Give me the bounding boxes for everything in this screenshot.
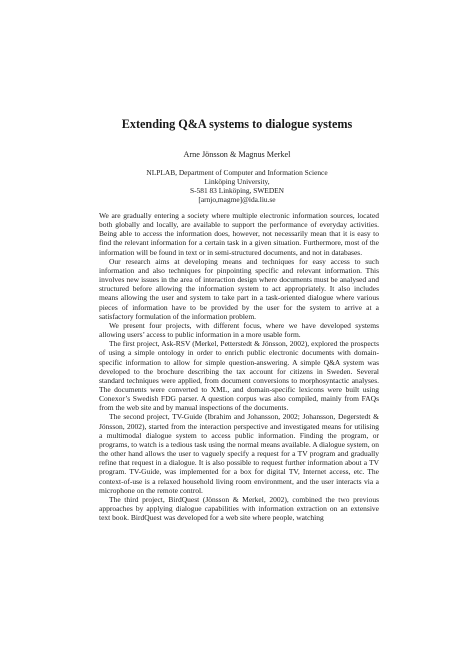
paragraph-ask-rsv: The first project, Ask-RSV (Merkel, Petterstedt & Jönsson, 2002), explored the prospects of using a simple ontology in order to enrich public electronic documents with domain-specific information to allow for simple question-answering. A simple Q&A system was developed to the brochure describing the tax account for citizens in Sweden. Several standard techniques were applied, from document conversions to morphosyntactic analyses. The documents were converted to XML, and domain-specific lexicons were built using Conexor’s Swedish FDG parser. A question corpus was also compiled, mainly from FAQs from the web site and by manual inspections of the documents.: [99, 339, 379, 413]
paper-title: Extending Q&A systems to dialogue systems: [121, 117, 353, 131]
affiliation-block: [0, 168, 474, 204]
paragraph-four-projects: We present four projects, with different focus, where we have developed systems allowing users’ access to public information in a more usable form.: [99, 320, 379, 340]
paragraph-intro: We are gradually entering a society where multiple electronic information sources, located both globally and locally, are available to support the performance of everyday activities. Being able to access the information does, however, not necessarily mean that it is easy to find the relevant information for a certain task in a given situation. Furthermore, most of the information will be found in text or in semi-structured documents, and not in databases.: [99, 211, 379, 257]
paragraph-research-aims: Our research aims at developing means and techniques for easy access to such information and also techniques for pinpointing specific and relevant information. This involves new issues in the area of interaction design where documents must be analysed and structured before allowing the information system to act appropriately. It also includes means allowing the user and system to take part in a task-oriented dialogue where various pieces of information have to be provided by the user for the system to arrive at a satisfactory formulation of the information problem.: [99, 256, 379, 321]
affiliation-university: Linköping University,: [204, 177, 270, 186]
affiliation-address: S-581 83 Linköping, SWEDEN: [189, 186, 285, 195]
affiliation-email: [arnjo,magme]@ida.liu.se: [198, 195, 276, 204]
paper-authors: Arne Jönsson & Magnus Merkel: [183, 150, 291, 159]
paper-body: [99, 211, 379, 522]
paragraph-birdquest: The third project, BirdQuest (Jönsson & Merkel, 2002), combined the two previous approaches by applying dialogue capabilities with information extraction on an extensive text book. BirdQuest was developed for a web site where people, watching: [99, 494, 379, 523]
affiliation-department: NLPLAB, Department of Computer and Information Science: [146, 168, 328, 177]
paragraph-tv-guide: The second project, TV-Guide (Ibrahim and Johansson, 2002; Johansson, Degerstedt & Jönsson, 2002), started from the interaction perspective and investigated means for utilising a multimodal dialogue system to access public information. Finding the program, or programs, to watch is a tedious task using the normal means available. A dialogue system, on the other hand allows the user to vaguely specify a request for a TV program and gradually refine that request in a dialogue. It is also possible to request further information about a TV program. TV-Guide, was implemented for a box for digital TV, Internet access, etc. The context-of-use is a relaxed household living room environment, and the user interacts via a microphone on the remote control.: [99, 412, 379, 495]
